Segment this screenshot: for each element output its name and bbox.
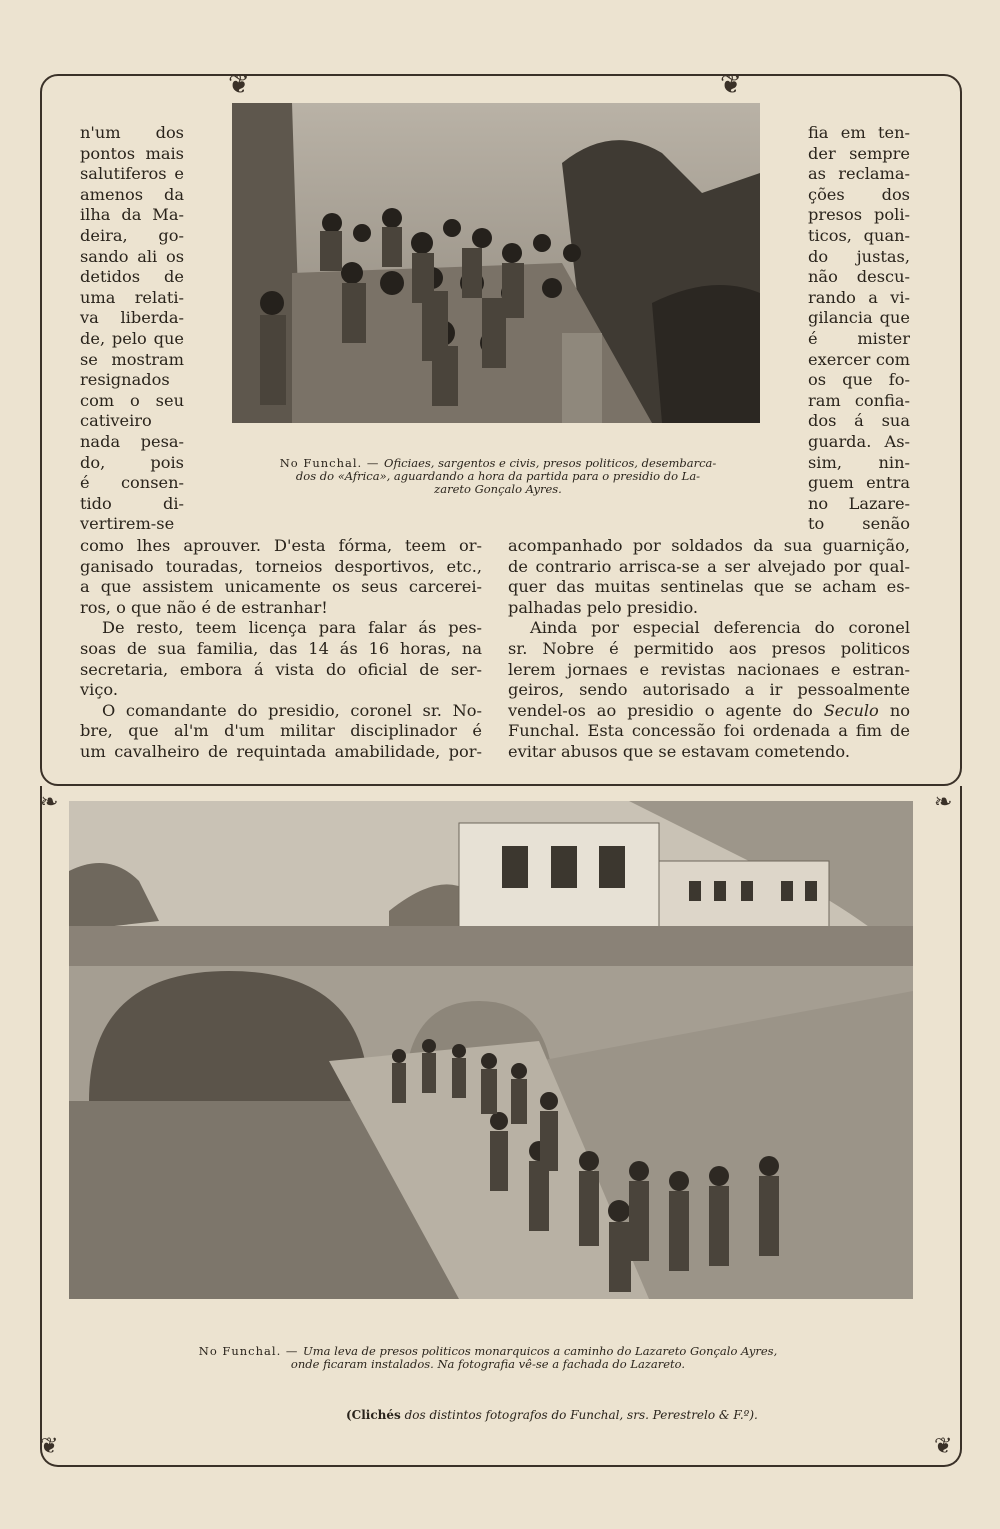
text-line: quer das muitas sentinelas que se acham es-	[508, 577, 910, 597]
text-line: detidos de	[80, 267, 184, 287]
text-line: como lhes aprouver. D'esta fórma, teem or-	[80, 536, 482, 555]
text-line: é mister	[808, 328, 910, 348]
text-line: as reclama-	[808, 164, 910, 184]
top-photo-caption	[228, 457, 768, 496]
text-line: ilha da Ma-	[80, 205, 184, 225]
text-line: um cavalheiro de requintada amabilidade, por-	[80, 741, 482, 761]
text-line: evitar abusos que se estavam cometendo.	[508, 741, 850, 761]
right-column-wide	[508, 536, 910, 763]
text-line: vertirem-se	[80, 514, 175, 534]
text-line: sr. Nobre é permitido aos presos politicos	[508, 638, 910, 658]
scroll-ornament-icon: ❦	[228, 70, 250, 100]
scroll-ornament-icon: ❦	[934, 1434, 953, 1459]
text-line: Ainda por especial deferencia do coronel	[530, 618, 910, 638]
text-line: não descu-	[808, 267, 910, 287]
text-line: a que assistem unicamente os seus carcerei-	[80, 577, 482, 597]
bottom-photo-caption	[118, 1345, 858, 1371]
credits-text: dos distintos fotografos do Funchal, srs. Perestrelo & F.º).	[400, 1408, 758, 1422]
text-line: resignados	[80, 370, 170, 390]
text-line: amenos da	[80, 184, 184, 204]
right-column-narrow	[808, 123, 910, 535]
photo-lazareto-facade	[69, 801, 913, 1299]
text-line: Funchal. Esta concessão foi ordenada a fim de	[508, 721, 910, 741]
text-line: lerem jornaes e revistas nacionaes e estran-	[508, 659, 910, 679]
left-column-wide	[80, 536, 482, 763]
credits-lead: (Clichés	[346, 1408, 401, 1422]
text-line: do justas,	[808, 246, 910, 266]
text-line: guem entra	[808, 473, 910, 493]
text-line: salutiferos e	[80, 164, 184, 184]
text-line: os que fo-	[808, 370, 910, 390]
text-line: der sempre	[808, 143, 910, 163]
text-line: bre, que al'm d'um militar disciplinador é	[80, 721, 482, 741]
left-column-narrow	[80, 123, 184, 535]
photo-prisoners-landing	[232, 103, 760, 423]
text-line: ganisado touradas, torneios desportivos, etc.,	[80, 556, 482, 576]
text-line: deira, go-	[80, 225, 184, 245]
text-line: to senão	[808, 514, 910, 534]
text-line: sim, nin-	[808, 452, 910, 472]
caption-line: zareto Gonçalo Ayres.	[434, 482, 562, 496]
text-line: sando ali os	[80, 246, 184, 266]
scroll-ornament-icon: ❧	[934, 790, 953, 815]
text-line: ram confia-	[808, 390, 910, 410]
text-line: de contrario arrisca-se a ser alvejado por qual-	[508, 556, 910, 576]
text-line: é consen-	[80, 473, 184, 493]
text-line	[508, 701, 910, 722]
text-line: uma relati-	[80, 287, 184, 307]
text-segment: no	[878, 700, 911, 720]
text-line: tido di-	[80, 493, 184, 513]
text-line: va liberda-	[80, 308, 184, 328]
text-line: geiros, sendo autorisado a ir pessoalmente	[508, 680, 910, 700]
text-line: soas de sua familia, das 14 ás 16 horas, na	[80, 638, 482, 658]
text-line: gilancia que	[808, 308, 910, 328]
text-line: pontos mais	[80, 143, 184, 163]
text-line: do, pois	[80, 452, 184, 472]
text-line: n'um dos	[80, 123, 184, 142]
caption-line: Oficiaes, sargentos e civis, presos politicos, desembarca-	[384, 456, 717, 470]
text-line: se mostram	[80, 349, 184, 369]
scroll-ornament-icon: ❦	[720, 70, 742, 100]
photo-credits	[346, 1408, 866, 1422]
text-line: guarda. As-	[808, 431, 910, 451]
text-line: De resto, teem licença para falar ás pes-	[102, 618, 482, 638]
scroll-ornament-icon: ❦	[40, 1434, 59, 1459]
text-line: no Lazare-	[808, 493, 910, 513]
text-line: viço.	[80, 680, 118, 700]
text-line: secretaria, embora á vista do oficial de ser-	[80, 659, 482, 679]
caption-line: dos do «Africa», aguardando a hora da partida para o presidio do La-	[295, 469, 701, 483]
newspaper-name: Seculo	[823, 700, 879, 720]
text-line: acompanhado por soldados da sua guarnição,	[508, 536, 910, 555]
text-line: nada pesa-	[80, 431, 184, 451]
caption-line: onde ficaram instalados. Na fotografia vê-se a fachada do Lazareto.	[290, 1357, 686, 1371]
text-line: ticos, quan-	[808, 225, 910, 245]
text-line: dos á sua	[808, 411, 910, 431]
text-line: fia em ten-	[808, 123, 910, 142]
text-line: rando a vi-	[808, 287, 910, 307]
text-line: cativeiro	[80, 411, 152, 431]
caption-line: Uma leva de presos politicos monarquicos a caminho do Lazareto Gonçalo Ayres,	[303, 1344, 778, 1358]
text-line: presos poli-	[808, 205, 910, 225]
caption-lead: No Funchal. —	[279, 456, 385, 470]
text-line: de, pelo que	[80, 328, 184, 348]
text-segment: vendel-os ao presidio o agente do	[508, 700, 824, 720]
text-line: palhadas pelo presidio.	[508, 597, 699, 617]
text-line: O comandante do presidio, coronel sr. No-	[102, 700, 482, 720]
scroll-ornament-icon: ❧	[40, 790, 59, 815]
caption-lead: No Funchal. —	[198, 1344, 304, 1358]
text-line: ros, o que não é de estranhar!	[80, 597, 328, 617]
text-line: exercer com	[808, 349, 910, 369]
text-line: com o seu	[80, 390, 184, 410]
text-line: ções dos	[808, 184, 910, 204]
